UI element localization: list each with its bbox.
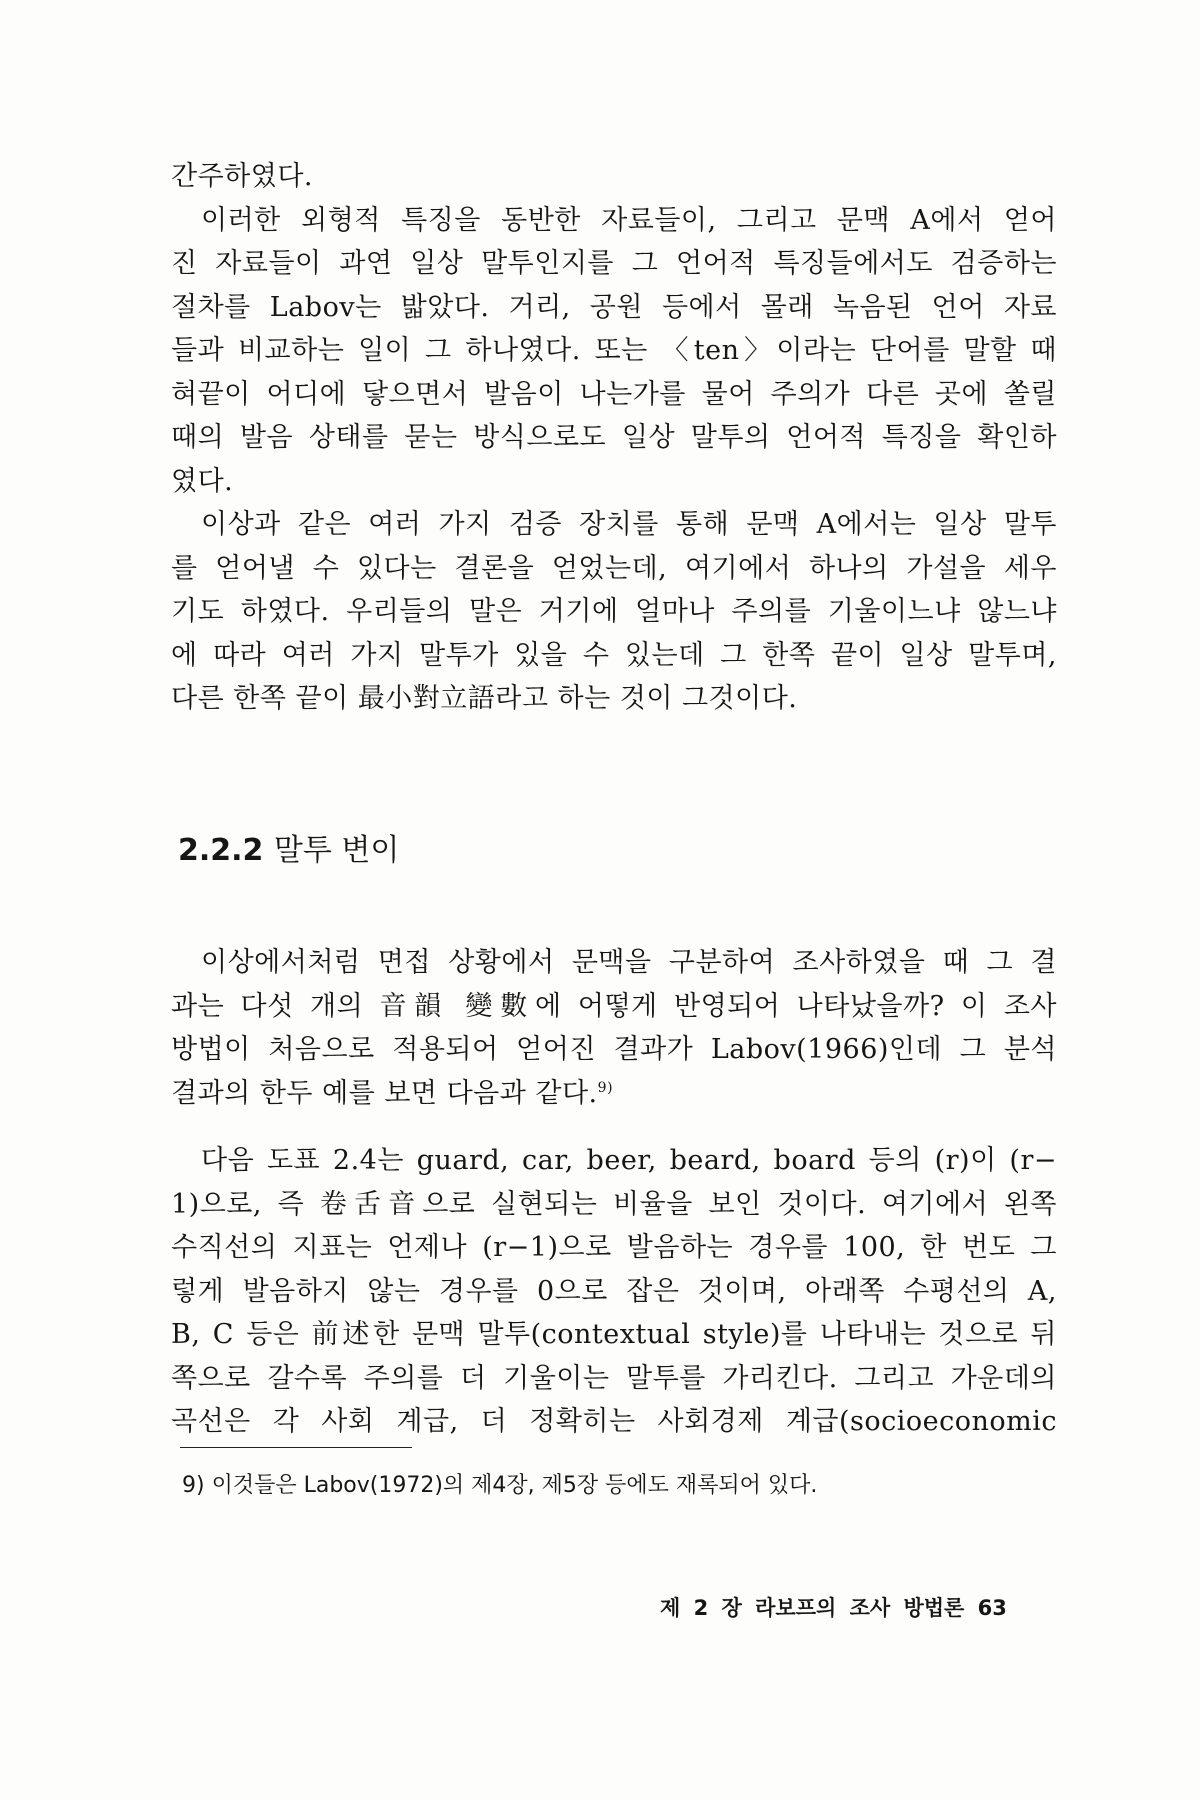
line-text: 방법이 처음으로 적용되어 얻어진 결과가 Labov(1966)인데 그 분석 bbox=[171, 1034, 1057, 1065]
line-text: B, C 등은 前述한 문맥 말투(contextual style)를 나타내는 것으로 뒤 bbox=[171, 1319, 1057, 1350]
line-text: 진 자료들이 과연 일상 말투인지를 그 언어적 특징들에서도 검증하는 bbox=[171, 248, 1057, 279]
line-text: 다음 도표 2.4는 guard, car, beer, beard, board 등의 (r)이 (r− bbox=[201, 1145, 1057, 1176]
text-line bbox=[171, 1313, 1057, 1357]
line-text: 수직선의 지표는 언제나 (r−1)으로 발음하는 경우를 100, 한 번도 그 bbox=[171, 1232, 1057, 1263]
section-heading bbox=[178, 828, 399, 874]
text-line bbox=[171, 503, 1057, 547]
line-text: 렇게 발음하지 않는 경우를 0으로 잡은 것이며, 아래쪽 수평선의 A, bbox=[171, 1275, 1057, 1307]
text-line bbox=[171, 634, 1057, 678]
line-text: 에 따라 여러 가지 말투가 있을 수 있는데 그 한쪽 끝이 일상 말투며, bbox=[171, 639, 1057, 671]
section-number: 2.2.2 bbox=[178, 833, 264, 868]
text-line bbox=[171, 941, 1057, 985]
line-text: 쪽으로 갈수록 주의를 더 기울이는 말투를 가리킨다. 그리고 가운데의 bbox=[171, 1362, 1057, 1394]
footnote: 9) 이것들은 Labov(1972)의 제4장, 제5장 등에도 재록되어 있다. bbox=[182, 1473, 818, 1498]
text-line bbox=[171, 985, 1057, 1029]
running-chapter: 제 2 장 bbox=[660, 1596, 742, 1620]
text-line bbox=[171, 460, 1057, 504]
text-line bbox=[171, 590, 1057, 634]
line-text: 를 얻어낼 수 있다는 결론을 얻었는데, 여기에서 하나의 가설을 세우 bbox=[171, 552, 1057, 584]
text-line bbox=[171, 329, 1057, 373]
text-line bbox=[171, 677, 1057, 721]
section-title: 말투 변이 bbox=[273, 833, 400, 868]
paragraph-block-2 bbox=[171, 941, 1057, 1444]
line-text: 이상에서처럼 면접 상황에서 문맥을 구분하여 조사하였을 때 그 결 bbox=[201, 947, 1057, 978]
text-line bbox=[171, 416, 1057, 460]
running-title: 라보프의 조사 방법론 bbox=[755, 1596, 965, 1620]
line-text: 기도 하였다. 우리들의 말은 거기에 얼마나 주의를 기울이느냐 않느냐 bbox=[171, 596, 1057, 627]
line-text: 였다. bbox=[171, 465, 234, 497]
text-line bbox=[171, 242, 1057, 286]
line-text: 간주하였다. bbox=[171, 161, 313, 192]
text-line bbox=[171, 1357, 1057, 1401]
line-text: 다른 한쪽 끝이 最小對立語라고 하는 것이 그것이다. bbox=[171, 683, 798, 714]
footnote-reference: 9) bbox=[597, 1079, 614, 1096]
line-text: 과는 다섯 개의 音韻 變數에 어떻게 반영되어 나타났을까? 이 조사 bbox=[171, 990, 1057, 1022]
text-line bbox=[171, 155, 1057, 199]
line-text: 1)으로, 즉 卷舌音으로 실현되는 비율을 보인 것이다. 여기에서 왼쪽 bbox=[171, 1188, 1058, 1220]
text-line bbox=[171, 286, 1057, 330]
page-number: 63 bbox=[977, 1596, 1007, 1620]
text-line bbox=[171, 1028, 1057, 1072]
line-text: 이러한 외형적 특징을 동반한 자료들이, 그리고 문맥 A에서 얻어 bbox=[201, 204, 1057, 236]
text-line bbox=[171, 1072, 1057, 1116]
line-text: 들과 비교하는 일이 그 하나였다. 또는 〈ten〉이라는 단어를 말할 때 bbox=[171, 335, 1057, 366]
paragraph-block-1 bbox=[171, 155, 1057, 721]
footnote-divider bbox=[180, 1447, 412, 1448]
line-text: 절차를 Labov는 밟았다. 거리, 공원 등에서 몰래 녹음된 언어 자료 bbox=[171, 291, 1057, 323]
line-text: 곡선은 각 사회 계급, 더 정확히는 사회경제 계급(socioeconomic bbox=[171, 1406, 1057, 1437]
text-line bbox=[171, 1270, 1057, 1314]
text-line bbox=[171, 1226, 1057, 1270]
text-line bbox=[171, 199, 1057, 243]
line-text: 혀끝이 어디에 닿으면서 발음이 나는가를 물어 주의가 다른 곳에 쏠릴 bbox=[171, 378, 1057, 410]
line-text: 결과의 한두 예를 보면 다음과 같다. bbox=[171, 1077, 598, 1109]
text-line bbox=[171, 1139, 1057, 1183]
text-line bbox=[171, 1183, 1057, 1227]
page-footer bbox=[660, 1592, 1007, 1624]
text-line bbox=[171, 547, 1057, 591]
text-line bbox=[171, 373, 1057, 417]
line-text: 때의 발음 상태를 묻는 방식으로도 일상 말투의 언어적 특징을 확인하 bbox=[171, 422, 1057, 453]
line-text: 이상과 같은 여러 가지 검증 장치를 통해 문맥 A에서는 일상 말투 bbox=[201, 509, 1057, 540]
text-line bbox=[171, 1400, 1057, 1444]
